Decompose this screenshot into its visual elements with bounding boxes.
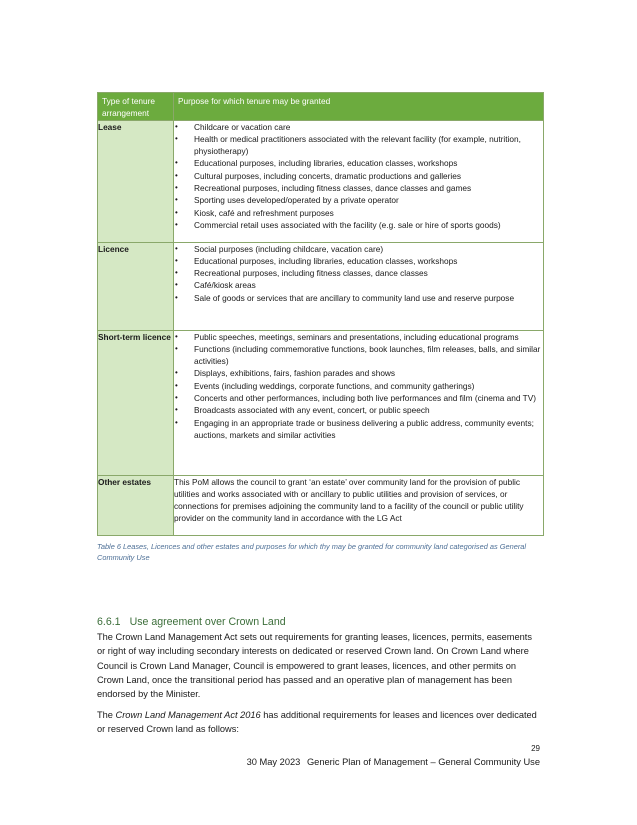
list-item: • Recreational purposes, including fitness classes, dance classes (174, 267, 543, 279)
list-item: • Concerts and other performances, including both live performances and film (cinema and TV) (174, 392, 543, 404)
row-purposes-licence (174, 242, 544, 330)
footer-title: Generic Plan of Management – General Community Use (306, 757, 540, 767)
table-row-licence (98, 242, 544, 330)
body-paragraph-additional-requirements (97, 708, 542, 737)
list-item: • Kiosk, café and refreshment purposes (174, 207, 543, 219)
list-item: • Displays, exhibitions, fairs, fashion parades and shows (174, 367, 543, 379)
list-item: • Broadcasts associated with any event, concert, or public speech (174, 404, 543, 416)
table-header-row (98, 93, 544, 121)
list-item: • Functions (including commemorative functions, book launches, film releases, balls, and similar activities) (174, 343, 543, 368)
table-caption: Table 6 Leases, Licences and other estates and purposes for which thy may be granted for community land categorised as General Community Use (97, 542, 527, 562)
body-paragraph-crown-land-act: The Crown Land Management Act sets out requirements for granting leases, licences, permits, easements or right of way including secondary interests on dedicated or reserved Crown land. On Crown Land where Council is Crown Land Manager, Council is empowered to grant leases, licences, and other permits on Crown Land, once the transitional period has passed and an operative plan of management has been endorsed by the Minister. (97, 632, 532, 700)
paragraph-text: has additional requirements for leases and licences over dedicated or reserved Crown land as follows: (97, 710, 537, 735)
row-type-other-estates: Other estates (98, 475, 174, 535)
list-item: • Educational purposes, including libraries, education classes, workshops (174, 255, 543, 267)
section-title: Use agreement over Crown Land (129, 616, 286, 628)
list-item: • Events (including weddings, corporate functions, and community gatherings) (174, 380, 543, 392)
row-purposes-other-estates: This PoM allows the council to grant ‘an estate’ over community land for the provision of public utilities and works associated with or ancillary to public utilities and provision of services, or connections for premises adjoining the community land to a facility of the council or public utility provider on the community land in accordance with the LG Act (174, 475, 544, 535)
act-title: Crown Land Management Act 2016 (115, 710, 261, 720)
page-footer (247, 757, 540, 767)
table-row-lease (98, 120, 544, 242)
row-type-lease: Lease (98, 120, 174, 242)
list-item: • Recreational purposes, including fitness classes, dance classes and games (174, 182, 543, 194)
footer-date: 30 May 2023 (246, 757, 301, 767)
list-item: • Social purposes (including childcare, vacation care) (174, 243, 543, 255)
list-item: • Educational purposes, including libraries, education classes, workshops (174, 157, 543, 169)
row-purposes-short-term-licence (174, 330, 544, 475)
row-type-licence: Licence (98, 242, 174, 330)
section-number: 6.6.1 (97, 616, 121, 628)
table-row-short-term-licence (98, 330, 544, 475)
tenure-table (97, 92, 544, 536)
list-item: • Childcare or vacation care (174, 121, 543, 133)
list-item: • Sale of goods or services that are ancillary to community land use and reserve purpose (174, 292, 543, 304)
list-item: • Health or medical practitioners associated with the relevant facility (for example, nutrition, physiotherapy) (174, 133, 543, 158)
row-type-short-term-licence: Short-term licence (98, 330, 174, 475)
paragraph-text: The (97, 710, 116, 720)
row-purposes-lease (174, 120, 544, 242)
page-number: 29 (531, 744, 540, 753)
table-row-other-estates (98, 475, 544, 535)
list-item: • Sporting uses developed/operated by a private operator (174, 194, 543, 206)
list-item: • Public speeches, meetings, seminars and presentations, including educational programs (174, 331, 543, 343)
list-item: • Cultural purposes, including concerts, dramatic productions and galleries (174, 170, 543, 182)
header-tenure-type: Type of tenure arrangement (98, 93, 174, 121)
list-item: • Commercial retail uses associated with the facility (e.g. sale or hire of sports goods) (174, 219, 543, 231)
list-item: • Café/kiosk areas (174, 279, 543, 291)
section-heading (97, 616, 286, 628)
header-purpose: Purpose for which tenure may be granted (174, 93, 544, 121)
list-item: • Engaging in an appropriate trade or business delivering a public address, community events; auctions, markets and similar activities (174, 417, 543, 442)
